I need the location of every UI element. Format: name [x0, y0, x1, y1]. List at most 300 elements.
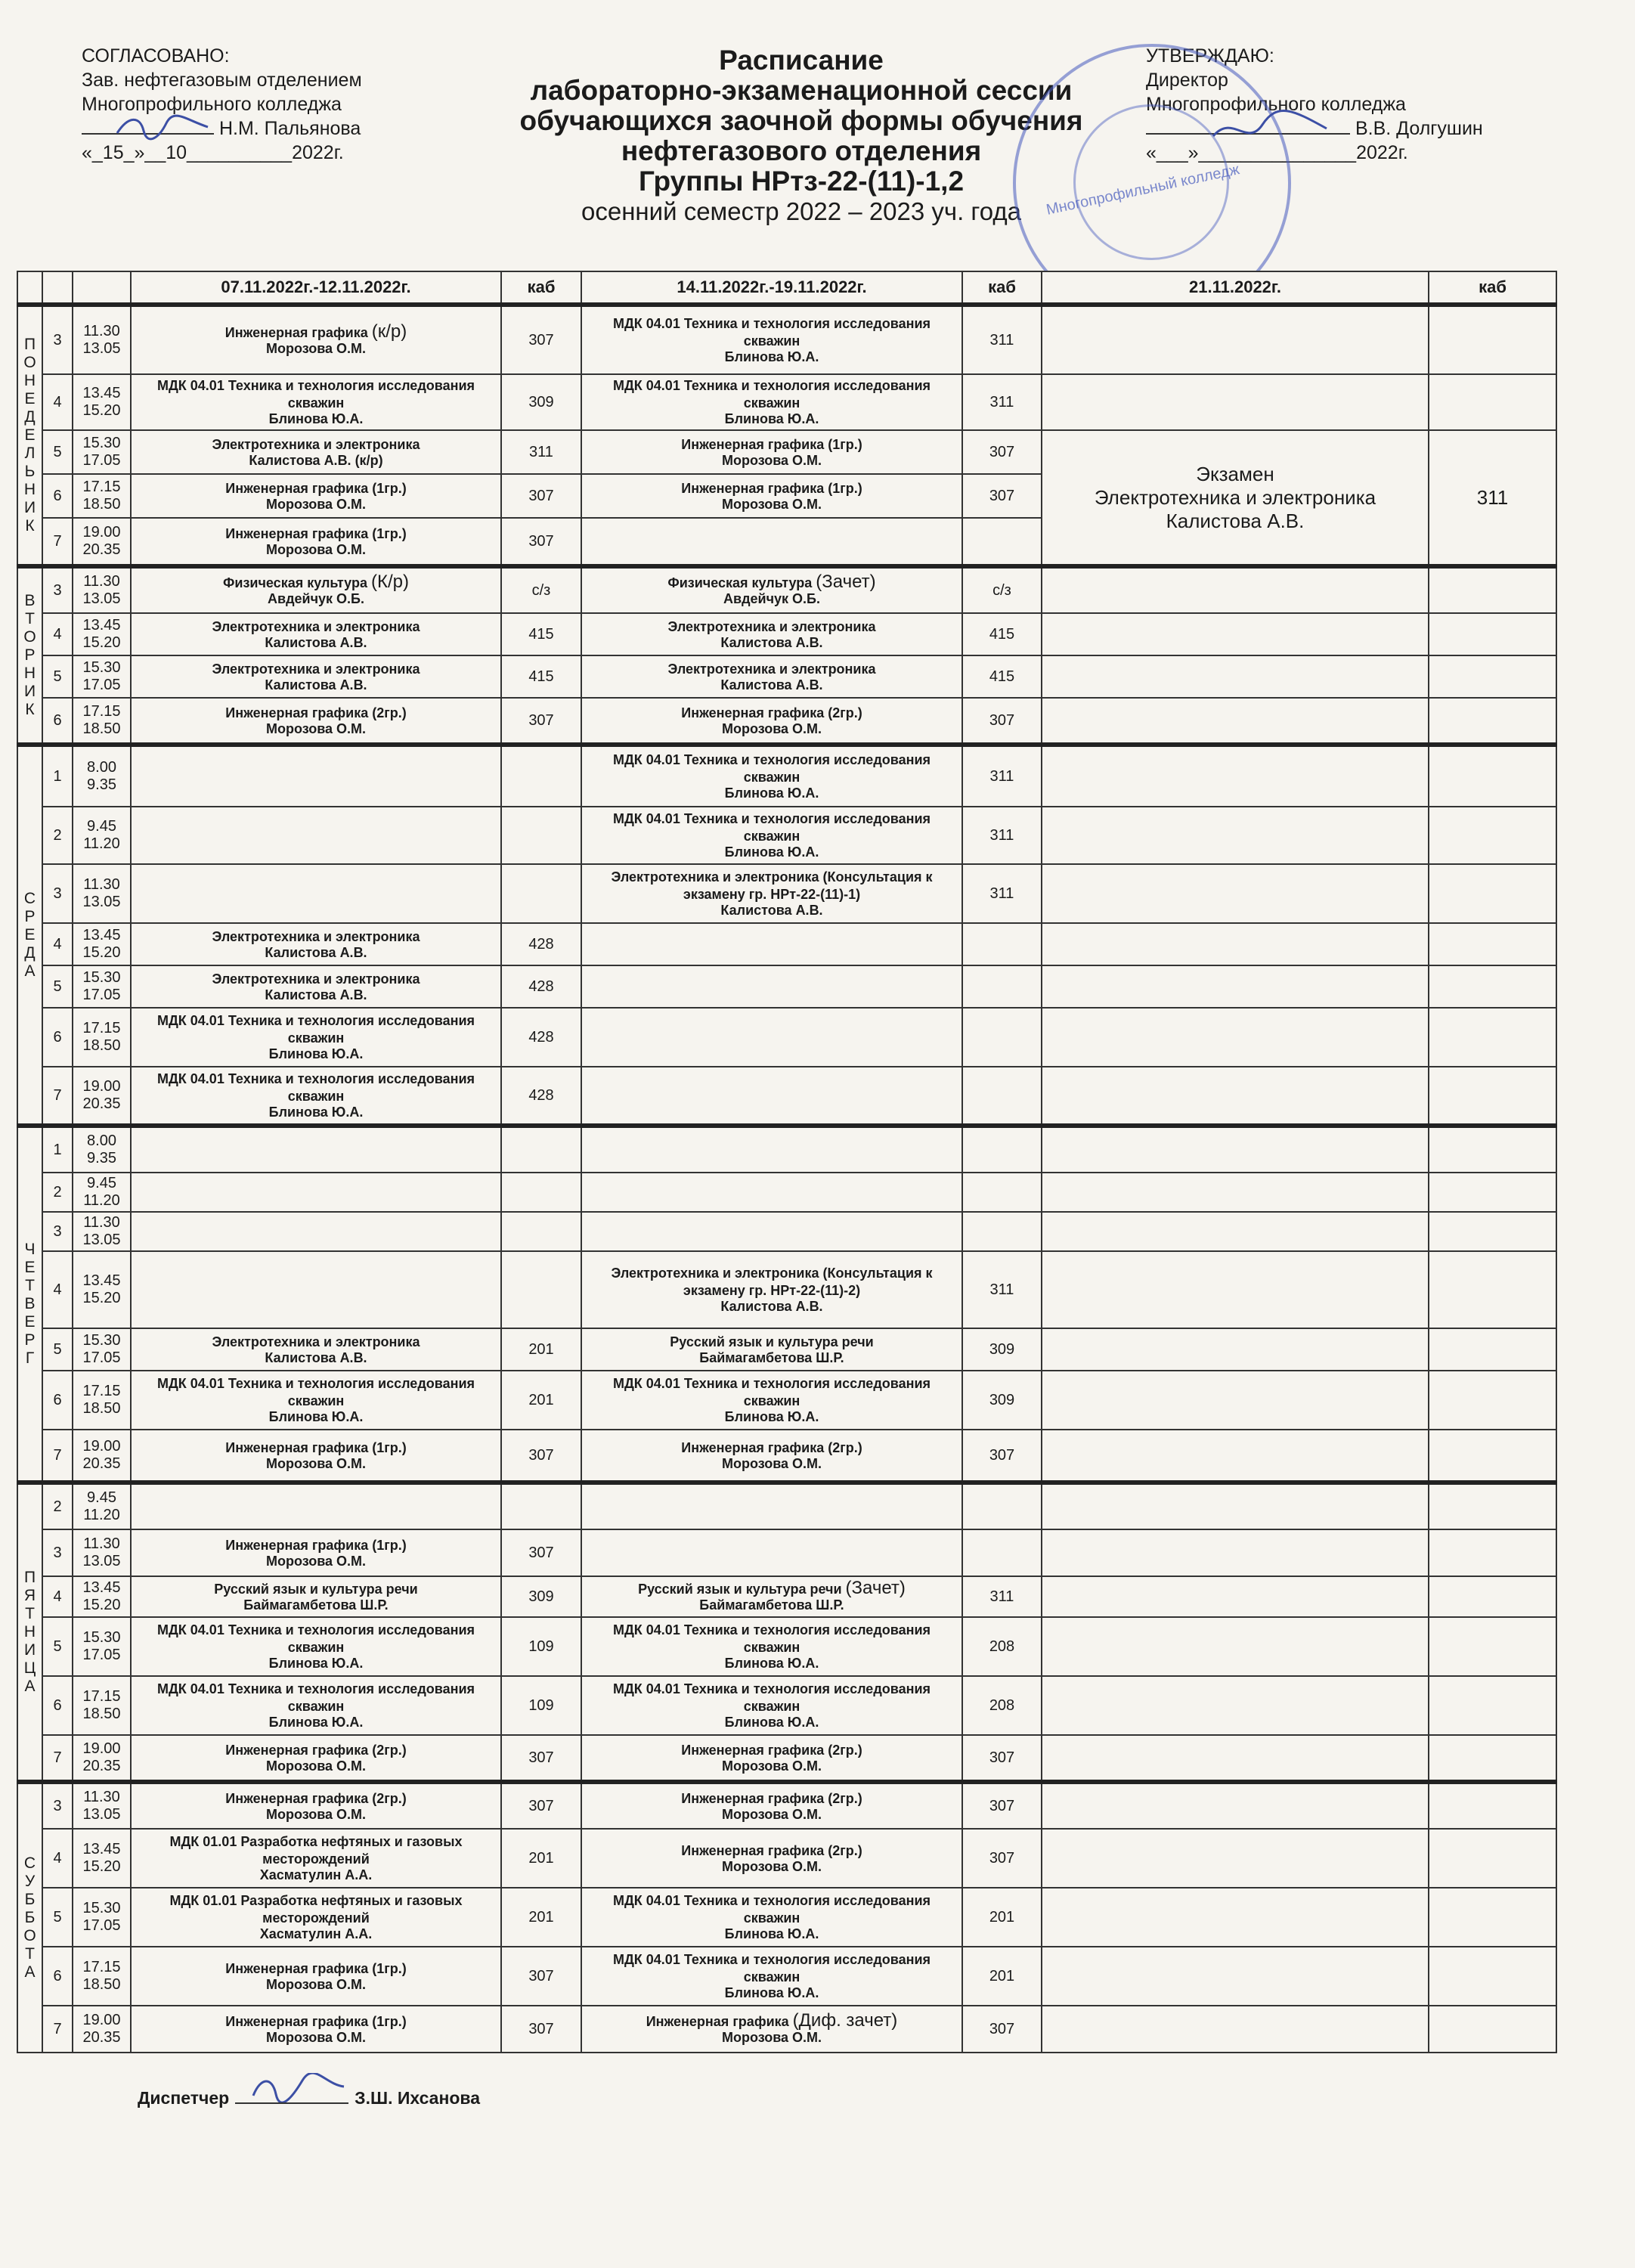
lesson-cell: [131, 305, 501, 374]
room-cell: 307: [501, 1782, 581, 1829]
lesson-subject: Инженерная графика: [646, 2014, 789, 2029]
lesson-teacher: Блинова Ю.А.: [724, 1408, 819, 1424]
room-cell: [962, 1173, 1042, 1212]
empty-cell: [1042, 1617, 1429, 1676]
lesson-time: [73, 474, 131, 518]
time-start: 17.15: [82, 1020, 121, 1036]
lesson-subject: Инженерная графика: [225, 325, 368, 340]
lesson-subject: Инженерная графика (2гр.): [681, 1743, 862, 1758]
lesson-cell: [581, 613, 962, 655]
agreed-name: Н.М. Пальянова: [218, 118, 361, 139]
dispatcher-name: З.Ш. Ихсанова: [355, 2088, 481, 2108]
lesson-number: 4: [42, 613, 73, 655]
agreed-signature-icon: [113, 112, 212, 142]
day-name: ЧЕТВЕРГ: [24, 1241, 36, 1367]
time-start: 15.30: [82, 659, 121, 676]
lesson-cell: [131, 1173, 501, 1212]
lesson-cell: [581, 1782, 962, 1829]
day-name: ВТОРНИК: [23, 592, 36, 718]
lesson-teacher: Морозова О.М.: [265, 1456, 367, 1471]
room-cell: 307: [962, 430, 1042, 474]
agreed-date: «_15_»__10__________2022г.: [82, 142, 344, 163]
time-start: 15.30: [82, 1332, 121, 1349]
lesson-teacher: Хасматулин А.А.: [259, 1926, 373, 1941]
lesson-teacher: Калистова А.В.: [720, 902, 823, 918]
lesson-cell: [581, 655, 962, 698]
room-cell: 307: [962, 1430, 1042, 1483]
lesson-cell: [131, 1212, 501, 1251]
lesson-teacher: Блинова Ю.А.: [724, 1926, 819, 1941]
table-row: [17, 1947, 1556, 2006]
lesson-cell: [131, 1430, 501, 1483]
time-start: 11.30: [83, 323, 120, 339]
lesson-subject: Электротехника и электроника: [667, 662, 876, 677]
time-end: 18.50: [82, 720, 121, 737]
lesson-subject: МДК 04.01 Техника и технология исследования скважин: [156, 1622, 475, 1655]
lesson-subject: МДК 01.01 Разработка нефтяных и газовых месторождений: [169, 1833, 463, 1867]
room-cell: 311: [962, 374, 1042, 430]
lesson-subject: МДК 04.01 Техника и технология исследования скважин: [612, 810, 931, 844]
room-cell: 307: [501, 1735, 581, 1782]
lesson-subject: Инженерная графика (2гр.): [681, 1440, 862, 1455]
header-day: [17, 271, 42, 305]
lesson-cell: [131, 923, 501, 965]
room-cell: 307: [962, 1829, 1042, 1888]
approve-name: В.В. Долгушин: [1355, 118, 1483, 139]
empty-cell: [1042, 965, 1429, 1008]
lesson-number: 5: [42, 1328, 73, 1371]
lesson-cell: [581, 1676, 962, 1735]
lesson-subject: Электротехника и электроника (Консультация к экзамену гр. НРт-22-(11)-2): [611, 1265, 933, 1298]
room-cell: 311: [962, 745, 1042, 807]
time-end: 13.05: [82, 1232, 121, 1248]
time-end: 11.20: [83, 835, 120, 852]
lesson-teacher: Калистова А.В.: [265, 635, 367, 650]
lesson-subject: МДК 04.01 Техника и технология исследования скважин: [156, 1681, 475, 1714]
lesson-cell: [581, 430, 962, 474]
lesson-subject: МДК 04.01 Техника и технология исследования скважин: [612, 1375, 931, 1408]
lesson-teacher: Блинова Ю.А.: [268, 411, 364, 426]
lesson-cell: [581, 474, 962, 518]
time-end: 9.35: [87, 1150, 116, 1167]
room-cell: [501, 1483, 581, 1529]
lesson-time: [73, 1173, 131, 1212]
exam-teacher: Калистова А.В.: [1166, 509, 1305, 532]
lesson-subject: МДК 01.01 Разработка нефтяных и газовых месторождений: [169, 1892, 463, 1926]
room-cell: 415: [962, 613, 1042, 655]
time-end: 18.50: [82, 1400, 121, 1417]
table-row: [17, 1067, 1556, 1126]
room-cell: 201: [501, 1371, 581, 1430]
table-row: [17, 1676, 1556, 1735]
lesson-teacher: Блинова Ю.А.: [724, 844, 819, 860]
table-row: [17, 965, 1556, 1008]
table-row: [17, 1888, 1556, 1947]
table-row: [17, 374, 1556, 430]
lesson-number: 7: [42, 518, 73, 566]
schedule-table: [17, 271, 1557, 2053]
empty-cell: [1429, 1328, 1556, 1371]
empty-cell: [1429, 1251, 1556, 1328]
room-cell: 307: [501, 305, 581, 374]
lesson-teacher: Баймагамбетова Ш.Р.: [699, 1350, 844, 1365]
header-time: [73, 271, 131, 305]
table-row: [17, 566, 1556, 613]
lesson-teacher: Калистова А.В.: [265, 945, 367, 960]
time-start: 13.45: [82, 1579, 121, 1596]
lesson-subject: МДК 04.01 Техника и технология исследования скважин: [612, 751, 931, 785]
lesson-number: 6: [42, 1947, 73, 2006]
empty-cell: [1042, 1126, 1429, 1173]
empty-cell: [1042, 1529, 1429, 1576]
lesson-time: [73, 1947, 131, 2006]
lesson-cell: [131, 1328, 501, 1371]
lesson-teacher: Морозова О.М.: [721, 453, 822, 468]
lesson-subject: Электротехника и электроника: [212, 662, 420, 677]
agreed-position: Зав. нефтегазовым отделением: [82, 70, 362, 91]
lesson-subject: Физическая культура: [223, 575, 367, 590]
lesson-subject: Инженерная графика (1гр.): [681, 481, 862, 496]
lesson-cell: [581, 1328, 962, 1371]
time-start: 8.00: [87, 759, 116, 776]
room-cell: 311: [962, 864, 1042, 923]
room-cell: 307: [501, 698, 581, 745]
time-end: 11.20: [83, 1192, 120, 1209]
lesson-number: 4: [42, 1251, 73, 1328]
lesson-cell: [131, 613, 501, 655]
lesson-time: [73, 305, 131, 374]
empty-cell: [1429, 1888, 1556, 1947]
time-start: 13.45: [82, 1272, 121, 1289]
lesson-number: 3: [42, 1782, 73, 1829]
lesson-number: 6: [42, 474, 73, 518]
lesson-subject: Инженерная графика (1гр.): [225, 1440, 407, 1455]
lesson-subject: Инженерная графика (2гр.): [681, 1843, 862, 1858]
day-label-cell: [17, 305, 42, 566]
lesson-cell: [581, 518, 962, 566]
room-cell: с/з: [962, 566, 1042, 613]
time-end: 15.20: [82, 1290, 121, 1306]
lesson-number: 7: [42, 1430, 73, 1483]
lesson-cell: [581, 807, 962, 864]
day-label-cell: [17, 745, 42, 1126]
lesson-cell: [131, 864, 501, 923]
lesson-cell: [581, 1617, 962, 1676]
lesson-time: [73, 1782, 131, 1829]
table-row: [17, 1371, 1556, 1430]
lesson-teacher: Блинова Ю.А.: [268, 1046, 364, 1061]
time-start: 13.45: [82, 1841, 121, 1857]
lesson-teacher: Морозова О.М.: [721, 1456, 822, 1471]
header-num: [42, 271, 73, 305]
lesson-teacher: Морозова О.М.: [721, 721, 822, 736]
room-cell: 309: [501, 1576, 581, 1617]
time-end: 18.50: [82, 1037, 121, 1054]
lesson-cell: [131, 1576, 501, 1617]
empty-cell: [1042, 864, 1429, 923]
lesson-time: [73, 1617, 131, 1676]
lesson-time: [73, 1483, 131, 1529]
lesson-time: [73, 1529, 131, 1576]
room-cell: 307: [962, 2006, 1042, 2053]
lesson-cell: [581, 1529, 962, 1576]
table-row: [17, 430, 1556, 474]
title-line-4: нефтегазового отделения: [621, 135, 982, 166]
time-start: 11.30: [83, 1214, 120, 1231]
empty-cell: [1429, 305, 1556, 374]
time-end: 17.05: [82, 1917, 121, 1934]
table-row: [17, 864, 1556, 923]
lesson-note: (Диф. зачет): [792, 2010, 898, 2031]
room-cell: [501, 1173, 581, 1212]
time-end: 15.20: [82, 944, 121, 961]
time-end: 17.05: [82, 677, 121, 693]
empty-cell: [1429, 745, 1556, 807]
room-cell: 311: [962, 1251, 1042, 1328]
table-row: [17, 1483, 1556, 1529]
lesson-cell: [131, 1888, 501, 1947]
empty-cell: [1429, 864, 1556, 923]
lesson-teacher: Морозова О.М.: [265, 341, 367, 356]
lesson-subject: МДК 04.01 Техника и технология исследования скважин: [156, 1375, 475, 1408]
room-cell: 208: [962, 1617, 1042, 1676]
lesson-cell: [581, 2006, 962, 2053]
table-row: [17, 1328, 1556, 1371]
lesson-cell: [131, 1251, 501, 1328]
approve-title: УТВЕРЖДАЮ:: [1146, 45, 1274, 67]
lesson-teacher: Авдейчук О.Б.: [723, 591, 820, 606]
room-cell: 201: [962, 1947, 1042, 2006]
room-cell: [501, 864, 581, 923]
empty-cell: [1042, 698, 1429, 745]
empty-cell: [1429, 1947, 1556, 2006]
lesson-teacher: Хасматулин А.А.: [259, 1867, 373, 1882]
lesson-teacher: Калистова А.В.: [265, 677, 367, 692]
time-end: 13.05: [82, 1806, 121, 1823]
lesson-cell: [131, 807, 501, 864]
room-cell: [962, 1008, 1042, 1067]
lesson-teacher: Морозова О.М.: [265, 1977, 367, 1992]
empty-cell: [1042, 566, 1429, 613]
lesson-number: 3: [42, 1212, 73, 1251]
lesson-subject: Инженерная графика (1гр.): [225, 1961, 407, 1976]
lesson-cell: [131, 745, 501, 807]
lesson-subject: Инженерная графика (1гр.): [225, 1538, 407, 1553]
exam-cell: [1042, 430, 1429, 566]
time-start: 15.30: [82, 1900, 121, 1916]
lesson-teacher: Морозова О.М.: [265, 1807, 367, 1822]
lesson-teacher: Блинова Ю.А.: [268, 1104, 364, 1120]
lesson-time: [73, 1126, 131, 1173]
lesson-number: 7: [42, 1067, 73, 1126]
empty-cell: [1429, 374, 1556, 430]
lesson-teacher: Калистова А.В.: [265, 987, 367, 1002]
lesson-time: [73, 1212, 131, 1251]
time-end: 13.05: [82, 340, 121, 357]
empty-cell: [1429, 1782, 1556, 1829]
lesson-subject: Электротехника и электроника: [212, 619, 420, 634]
empty-cell: [1429, 1126, 1556, 1173]
lesson-teacher: Морозова О.М.: [721, 1859, 822, 1874]
lesson-time: [73, 1328, 131, 1371]
empty-cell: [1042, 1008, 1429, 1067]
room-cell: [962, 1483, 1042, 1529]
empty-cell: [1042, 1212, 1429, 1251]
lesson-time: [73, 745, 131, 807]
lesson-time: [73, 613, 131, 655]
header-room3: каб: [1429, 271, 1556, 305]
lesson-teacher: Морозова О.М.: [265, 721, 367, 736]
table-row: [17, 1430, 1556, 1483]
table-row: [17, 1576, 1556, 1617]
room-cell: 309: [962, 1328, 1042, 1371]
lesson-number: 6: [42, 1008, 73, 1067]
lesson-cell: [581, 1430, 962, 1483]
lesson-number: 2: [42, 1483, 73, 1529]
lesson-subject: Электротехника и электроника: [212, 971, 420, 987]
time-start: 19.00: [82, 1078, 121, 1095]
lesson-cell: [131, 1947, 501, 2006]
lesson-number: 5: [42, 655, 73, 698]
empty-cell: [1042, 2006, 1429, 2053]
time-start: 17.15: [82, 1383, 121, 1399]
lesson-number: 5: [42, 1617, 73, 1676]
lesson-teacher: Морозова О.М.: [721, 2030, 822, 2045]
table-row: [17, 745, 1556, 807]
room-cell: 307: [501, 1947, 581, 2006]
room-cell: [501, 745, 581, 807]
day-name: ПЯТНИЦА: [23, 1569, 36, 1695]
empty-cell: [1429, 1676, 1556, 1735]
lesson-subject: МДК 04.01 Техника и технология исследования скважин: [612, 315, 931, 349]
stamp-text: Многопрофильный колледж: [1045, 161, 1241, 218]
empty-cell: [1429, 1173, 1556, 1212]
time-end: 18.50: [82, 1976, 121, 1993]
title-line-6: осенний семестр 2022 – 2023 уч. года: [581, 197, 1021, 225]
room-cell: 109: [501, 1676, 581, 1735]
day-name: СРЕДА: [23, 890, 36, 980]
lesson-teacher: Калистова А.В.: [720, 677, 823, 692]
time-end: 15.20: [82, 1858, 121, 1875]
empty-cell: [1429, 1430, 1556, 1483]
empty-cell: [1429, 698, 1556, 745]
empty-cell: [1429, 1008, 1556, 1067]
lesson-subject: Инженерная графика (2гр.): [681, 1791, 862, 1806]
time-end: 9.35: [87, 776, 116, 793]
empty-cell: [1429, 1735, 1556, 1782]
day-label-cell: [17, 1782, 42, 2053]
lesson-cell: [581, 745, 962, 807]
room-cell: 201: [501, 1829, 581, 1888]
empty-cell: [1042, 1888, 1429, 1947]
lesson-subject: Инженерная графика (2гр.): [225, 1743, 407, 1758]
header-row: [17, 271, 1556, 305]
time-end: 18.50: [82, 1706, 121, 1722]
lesson-cell: [581, 1735, 962, 1782]
empty-cell: [1042, 655, 1429, 698]
lesson-cell: [581, 305, 962, 374]
lesson-cell: [131, 698, 501, 745]
lesson-subject: МДК 04.01 Техника и технология исследования скважин: [156, 1012, 475, 1046]
empty-cell: [1042, 1328, 1429, 1371]
lesson-time: [73, 518, 131, 566]
empty-cell: [1429, 1829, 1556, 1888]
lesson-teacher: Блинова Ю.А.: [724, 1655, 819, 1671]
empty-cell: [1042, 1483, 1429, 1529]
lesson-number: 6: [42, 698, 73, 745]
lesson-cell: [131, 1371, 501, 1430]
lesson-cell: [131, 566, 501, 613]
room-cell: 311: [962, 1576, 1042, 1617]
empty-cell: [1429, 2006, 1556, 2053]
lesson-subject: Русский язык и культура речи: [670, 1334, 874, 1349]
lesson-cell: [581, 923, 962, 965]
empty-cell: [1042, 1947, 1429, 2006]
time-end: 13.05: [82, 590, 121, 607]
lesson-number: 6: [42, 1676, 73, 1735]
room-cell: [501, 1126, 581, 1173]
time-end: 18.50: [82, 496, 121, 513]
empty-cell: [1042, 1829, 1429, 1888]
lesson-teacher: Морозова О.М.: [721, 497, 822, 512]
lesson-time: [73, 698, 131, 745]
lesson-teacher: Морозова О.М.: [265, 1758, 367, 1774]
header-room1: каб: [501, 271, 581, 305]
title-line-1: Расписание: [719, 45, 884, 76]
lesson-cell: [581, 374, 962, 430]
time-end: 20.35: [82, 2029, 121, 2046]
empty-cell: [1429, 1212, 1556, 1251]
time-start: 9.45: [87, 1175, 116, 1191]
lesson-note: (К/р): [370, 572, 409, 592]
empty-cell: [1042, 1251, 1429, 1328]
time-start: 19.00: [82, 1740, 121, 1757]
empty-cell: [1042, 923, 1429, 965]
lesson-time: [73, 923, 131, 965]
header-week1: 07.11.2022г.-12.11.2022г.: [131, 271, 501, 305]
table-row: [17, 1126, 1556, 1173]
lesson-teacher: Калистова А.В.: [720, 1298, 823, 1314]
lesson-subject: Электротехника и электроника: [212, 1334, 420, 1349]
time-start: 15.30: [82, 969, 121, 986]
room-cell: 307: [501, 2006, 581, 2053]
table-row: [17, 1212, 1556, 1251]
lesson-cell: [581, 1483, 962, 1529]
empty-cell: [1429, 965, 1556, 1008]
table-row: [17, 1173, 1556, 1212]
room-cell: 201: [962, 1888, 1042, 1947]
lesson-cell: [581, 1947, 962, 2006]
room-cell: 307: [962, 1782, 1042, 1829]
room-cell: [962, 1067, 1042, 1126]
lesson-time: [73, 1888, 131, 1947]
day-label-cell: [17, 1126, 42, 1483]
lesson-cell: [131, 1483, 501, 1529]
empty-cell: [1429, 1617, 1556, 1676]
lesson-time: [73, 1371, 131, 1430]
room-cell: 208: [962, 1676, 1042, 1735]
day-name: ПОНЕДЕЛЬНИК: [23, 336, 36, 534]
lesson-teacher: Морозова О.М.: [265, 1554, 367, 1569]
empty-cell: [1429, 923, 1556, 965]
dispatcher-line: [138, 2088, 480, 2108]
room-cell: 311: [962, 807, 1042, 864]
lesson-number: 5: [42, 1888, 73, 1947]
lesson-time: [73, 374, 131, 430]
time-end: 17.05: [82, 987, 121, 1003]
empty-cell: [1042, 613, 1429, 655]
lesson-cell: [581, 965, 962, 1008]
